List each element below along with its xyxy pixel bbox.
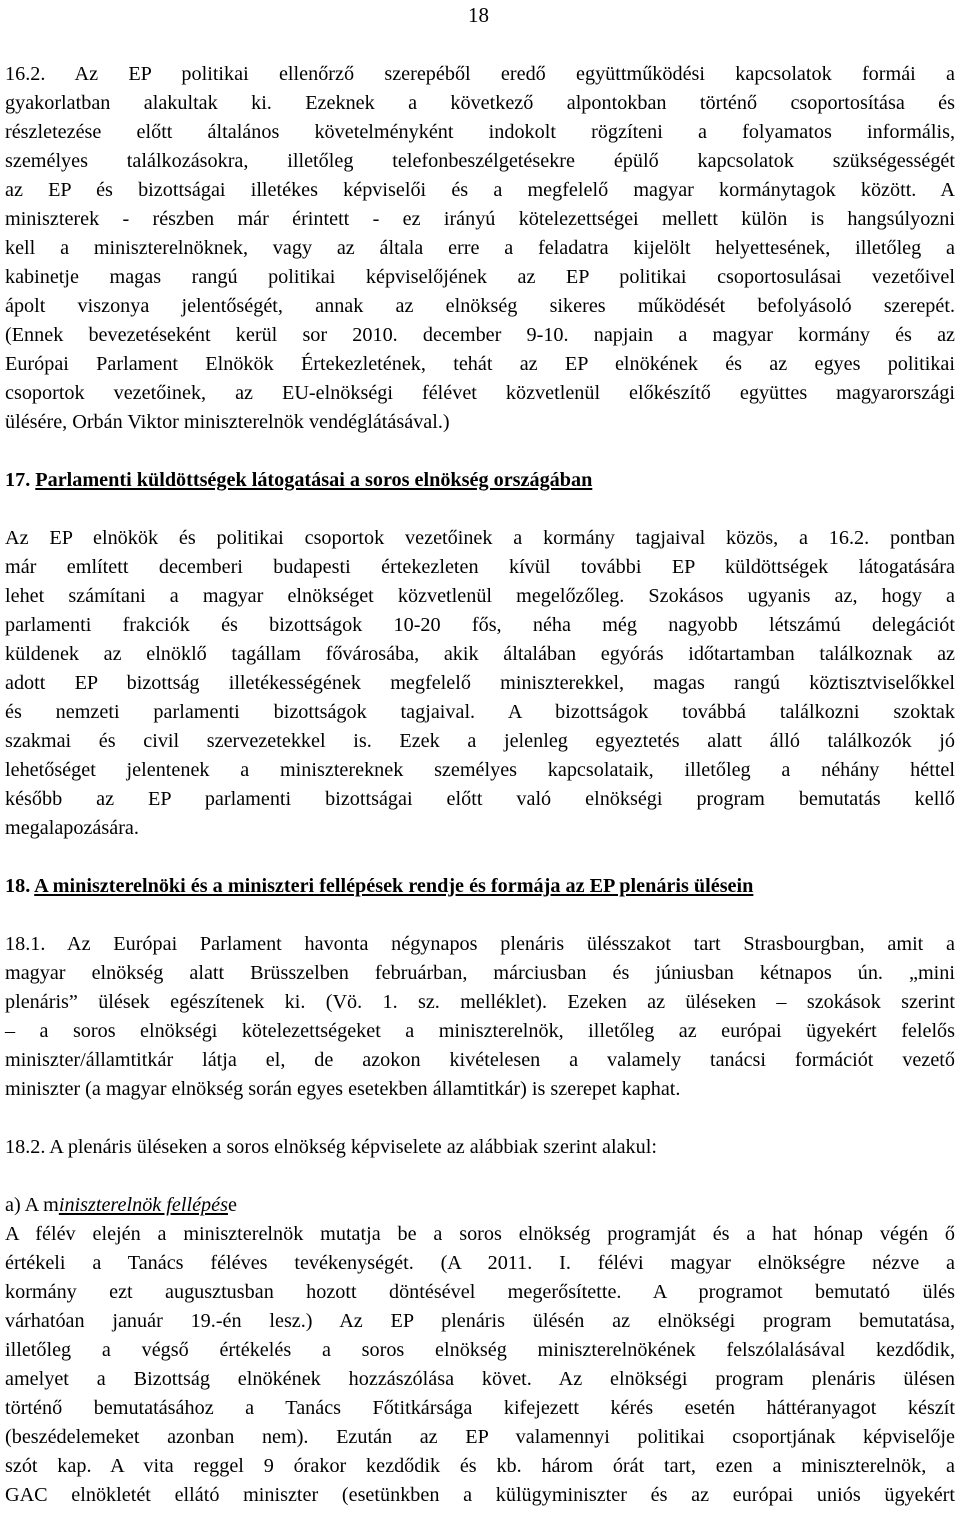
text-line: személyes találkozásokra, illetőleg telefonbeszélgetésekre épülő kapcsolatok szükségességét [5,150,955,172]
text-line: részletezése előtt általános követelményként indokolt rögzíteni a folyamatos informális, [5,121,955,143]
text-line: A félév elején a miniszterelnök mutatja be a soros elnökség programját és a hat hónap végén ő [5,1223,955,1245]
text-line: már említett decemberi budapesti értekezleten kívül további EP küldöttségek látogatására [5,556,955,578]
text-line: megalapozására. [5,817,139,839]
section-heading [5,466,955,495]
text-line: gyakorlatban alakultak ki. Ezeknek a következő alpontokban történő csoportosítása és [5,92,955,114]
text-line: miniszterek - részben már érintett - ez irányú kötelezettségei mellett külön is hangsúlyozni [5,208,955,230]
text-line: – a soros elnökségi kötelezettségeket a miniszterelnök, illetőleg az európai ügyekért felelős [5,1020,955,1042]
section-title: Parlamenti küldöttségek látogatásai a soros elnökség országában [35,469,593,491]
text-line: 18.1. Az Európai Parlament havonta négynapos plenáris ülésszakot tart Strasbourgban, amit a [5,933,955,955]
text-line: lehetőséget jelentenek a minisztereknek személyes kapcsolataik, illetőleg a néhány héttel [5,759,955,781]
text-line: 18.2. A plenáris üléseken a soros elnökség képviselete az alábbiak szerint alakul: [5,1136,657,1158]
text-line: szót kap. A vita reggel 9 órakor kezdődik és kb. három órát tart, ezen a miniszterelnök, a [5,1455,955,1477]
text-line: GAC elnökletét ellátó miniszter (esetünkben a külügyminiszter és az európai uniós ügyekért [5,1484,955,1506]
text-line: ápolt viszonya jelentőségét, annak az elnökség sikeres működését befolyásoló szerepét. [5,295,955,317]
text-line: kell a miniszterelnöknek, vagy az általa erre a feladatra kijelölt helyettesének, illetőleg a [5,237,955,259]
text-line: miniszter (a magyar elnökség során egyes esetekben államtitkár) is szerepet kaphat. [5,1078,681,1100]
text-line: Az EP elnökök és politikai csoportok vezetőinek a kormány tagjaival közös, a 16.2. pontban [5,527,955,549]
text-line: parlamenti frakciók és bizottságok 10-20 fős, néha még nagyobb létszámú delegációt [5,614,955,636]
text-line: kormány ezt augusztusban hozott döntésével megerősítette. A programot bemutató ülés [5,1281,955,1303]
text-line: szakmai és civil szervezetekkel is. Ezek a jelenleg egyeztetés alatt álló találkozók jó [5,730,955,752]
section-number: 18. [5,875,35,897]
section-number: 17. [5,469,36,491]
text-line: illetőleg a végső értékelés a soros elnökség miniszterelnökének felszólalásával kezdődik, [5,1339,955,1361]
text-line: történő bemutatásához a Tanács Főtitkársága kifejezett kérés esetén háttéranyagot készít [5,1397,955,1419]
text-line: lehet számítani a magyar elnökséget közvetlenül megelőzőleg. Szokásos ugyanis az, hogy a [5,585,955,607]
text-line: Európai Parlament Elnökök Értekezletének, tehát az EP elnökének és az egyes politikai [5,353,955,375]
text-line: az EP és bizottságai illetékes képviselői és a megfelelő magyar kormánytagok között. A [5,179,955,201]
section-title: A miniszterelnöki és a miniszteri fellépések rendje és formája az EP plenáris ülésein [34,875,754,897]
text-line: miniszter/államtitkár látja el, de azokon kivételesen a valamely tanácsi formációt vezető [5,1049,955,1071]
text-line: küldenek az elnöklő tagállam fővárosába, akik általában egyórás időtartamban találkoznak az [5,643,955,665]
text-line: csoportok vezetőinek, az EU-elnökségi félévet közvetlenül előkészítő együttes magyarországi [5,382,955,404]
text-line: (Ennek bevezetéseként kerül sor 2010. december 9-10. napjain a magyar kormány és az [5,324,955,346]
text-line: értékeli a Tanács féléves tevékenységét. (A 2011. I. félévi magyar elnökségre nézve a [5,1252,955,1274]
section-heading [5,872,955,901]
text-line: (beszédelemeket azonban nem). Ezután az EP valamennyi politikai csoportjának képviselője [5,1426,955,1448]
text-line: később az EP parlamenti bizottságai előtt való elnökségi program bemutatás kellő [5,788,955,810]
subsection-heading-part: a) A m [5,1194,59,1216]
subsection-heading-part: iniszterelnök fellépés [58,1194,228,1216]
text-line: amelyet a Bizottság elnökének hozzászólása követ. Az elnökségi program plenáris ülésen [5,1368,955,1390]
subsection-heading [5,1191,955,1220]
text-line: várhatóan január 19.-én lesz.) Az EP plenáris ülésén az elnökségi program bemutatása, [5,1310,955,1332]
text-line: 16.2. Az EP politikai ellenőrző szerepéből eredő együttműködési kapcsolatok formái a [5,63,955,85]
text-line: és nemzeti parlamenti bizottságok tagjaival. A bizottságok továbbá találkozni szoktak [5,701,955,723]
text-line: magyar elnökség alatt Brüsszelben februárban, márciusban és júniusban kétnapos ún. „mini [5,962,955,984]
text-line: ülésére, Orbán Viktor miniszterelnök vendéglátásával.) [5,411,450,433]
subsection-heading-part: e [227,1194,237,1216]
text-line: adott EP bizottság illetékességének megfelelő miniszterekkel, magas rangú köztisztviselőkkel [5,672,955,694]
page-number: 18 [468,3,489,27]
text-line: plenáris” ülések egészítenek ki. (Vö. 1. sz. melléklet). Ezeken az üléseken – szokások szerint [5,991,955,1013]
text-line: kabinetje magas rangú politikai képviselőjének az EP politikai csoportosulásai vezetőivel [5,266,955,288]
